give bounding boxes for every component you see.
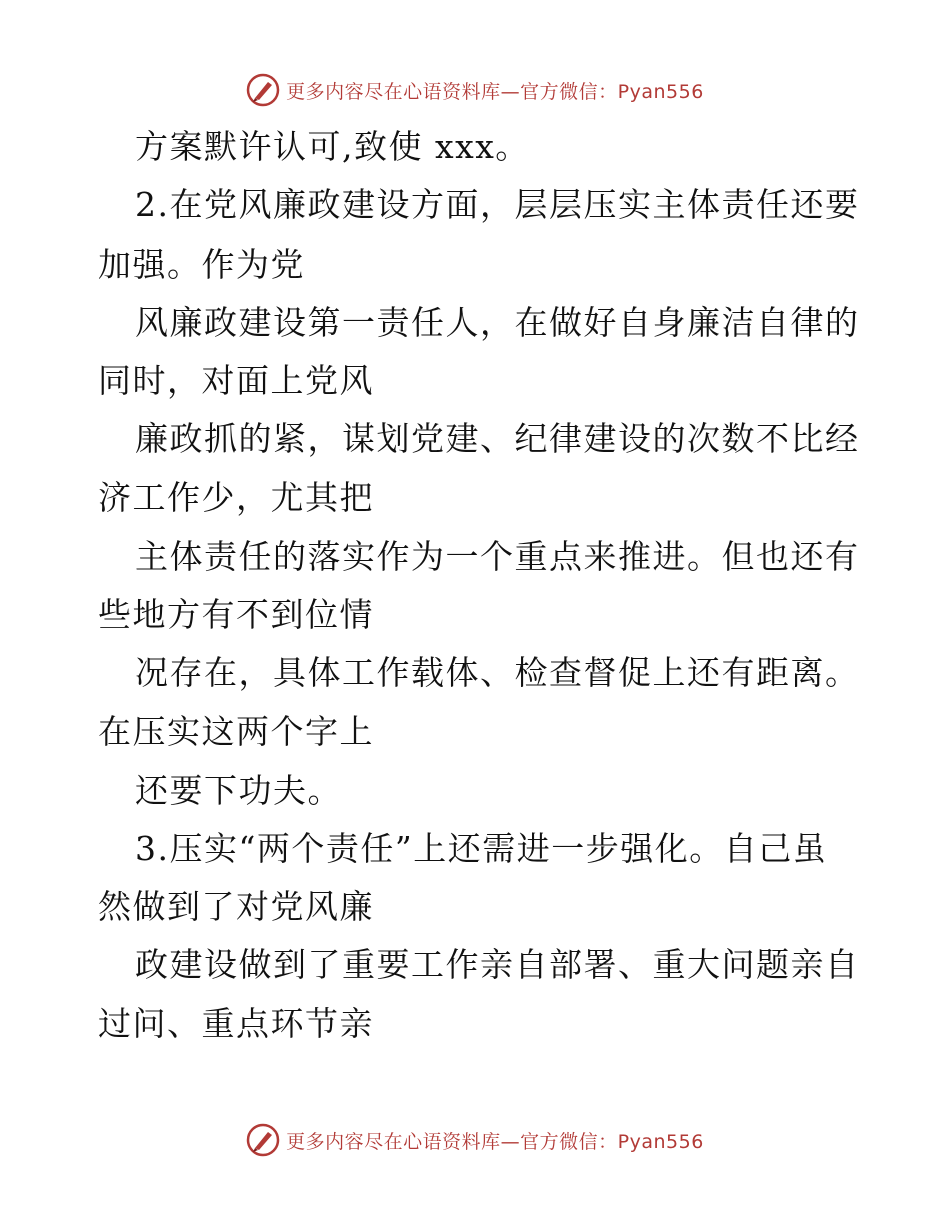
text-line: 方案默许认可,致使 xxx。 (135, 127, 530, 166)
pen-logo-icon (246, 73, 280, 107)
text-line: 在压实这两个字上 (98, 712, 374, 751)
text-line: 同时，对面上党风 (98, 361, 374, 400)
text-line: 况存在，具体工作载体、检查督促上还有距离。 (135, 653, 860, 692)
pen-logo-icon (246, 1123, 280, 1157)
text-line: 些地方有不到位情 (98, 595, 374, 634)
text-line: 廉政抓的紧，谋划党建、纪律建设的次数不比经 (135, 419, 860, 458)
footer-watermark-banner (0, 1120, 950, 1160)
text-line: 3.压实“两个责任”上还需进一步强化。自己虽 (135, 829, 828, 868)
text-line: 还要下功夫。 (135, 771, 342, 810)
text-line: 济工作少，尤其把 (98, 478, 374, 517)
header-banner-text: 更多内容尽在心语资料库—官方微信：Pyan556 (286, 80, 704, 103)
text-line: 政建设做到了重要工作亲自部署、重大问题亲自 (135, 945, 860, 984)
text-line: 然做到了对党风廉 (98, 887, 374, 926)
text-line: 加强。作为党 (98, 245, 305, 284)
footer-banner-text: 更多内容尽在心语资料库—官方微信：Pyan556 (286, 1130, 704, 1153)
text-line: 过问、重点环节亲 (98, 1004, 374, 1043)
text-line: 主体责任的落实作为一个重点来推进。但也还有 (135, 537, 860, 576)
header-watermark-banner (0, 70, 950, 110)
text-line: 2.在党风廉政建设方面，层层压实主体责任还要 (135, 185, 860, 224)
text-line: 风廉政建设第一责任人，在做好自身廉洁自律的 (135, 303, 860, 342)
